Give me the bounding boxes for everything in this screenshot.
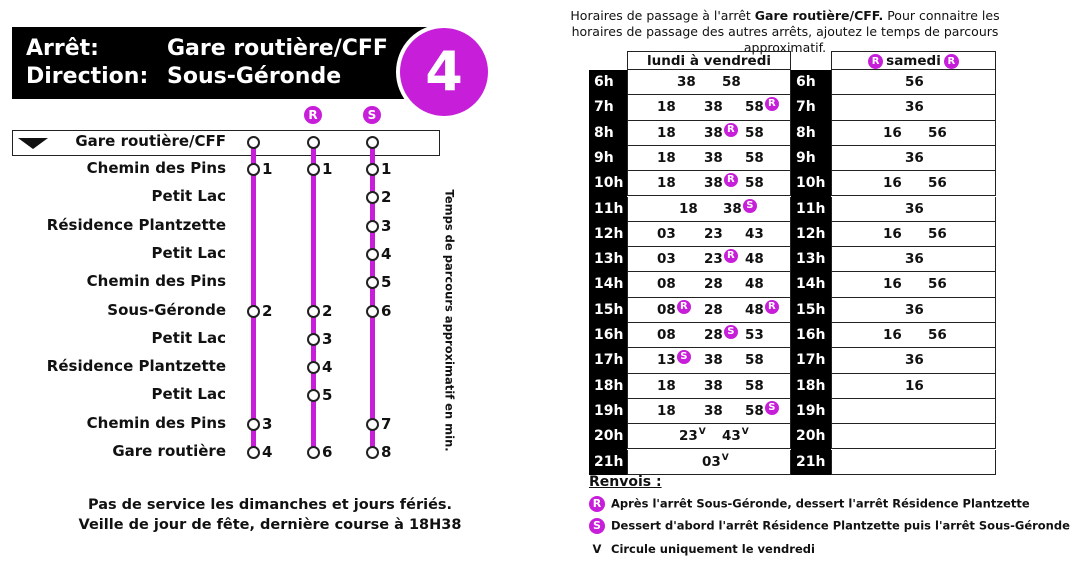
departure-minute: 18 [657,124,676,141]
departure-minute: 23 [679,428,698,445]
origin-node [366,136,379,149]
departure-badge-r: R [677,300,691,314]
stop-node [247,418,260,431]
stop-node [307,446,320,459]
weekday-departure [704,99,723,115]
weekday-hour-label: 16h [594,327,624,343]
weekday-departure [657,327,676,343]
origin-node [247,136,260,149]
stop-node [307,163,320,176]
departure-minute: 08 [657,276,676,293]
saturday-departure [905,150,924,166]
departure-minute: 16 [883,124,902,141]
weekday-departure [704,175,738,192]
departure-minute: 58 [745,352,764,369]
weekday-departure [745,125,764,141]
saturday-departure [883,226,902,242]
legend-text: Après l'arrêt Sous-Géronde, dessert l'arrêt Résidence Plantzette [611,496,1030,511]
weekday-departure [745,378,764,394]
travel-minutes: 6 [322,443,333,461]
weekday-hour-label: 8h [594,124,614,141]
departure-minute: 38 [704,149,723,166]
stop-node [366,220,379,233]
departure-minute: 38 [677,74,696,90]
departure-minute: 18 [657,402,676,419]
weekday-departure [657,125,676,141]
departure-minute: 38 [704,124,723,141]
weekday-departure [745,352,764,368]
intro-stop: Gare routière/CFF. [754,8,884,23]
saturday-hour-label: 12h [796,225,826,242]
departure-minute: 43 [722,428,741,445]
departure-minute: 56 [928,124,947,141]
weekday-departure [657,175,676,191]
weekday-departure [677,74,696,90]
saturday-hour-label: 7h [796,99,816,116]
departure-minute: 08 [657,327,676,343]
departure-minute: 53 [745,327,764,343]
stop-node [247,163,260,176]
stop-node [366,418,379,431]
saturday-departure [905,302,924,318]
stop-node [307,361,320,374]
travel-minutes: 3 [322,329,333,348]
saturday-departure [905,378,924,394]
weekday-departure [722,74,741,90]
stop-name: Résidence Plantzette [46,215,226,234]
departure-minute: 58 [745,149,764,166]
stop-name: Sous-Géronde [107,300,226,319]
departure-minute: 58 [722,74,741,90]
departure-minute: 38 [704,377,723,394]
weekday-departure [722,428,749,444]
stop-label: Arrêt: [26,36,99,61]
weekday-hour-label: 12h [594,225,624,242]
stop-header [12,27,448,99]
weekday-hour-label: 11h [594,200,624,217]
departure-badge-r: R [724,123,738,137]
stop-name: Gare routière/CFF [167,36,388,61]
weekday-departure [679,428,706,444]
weekday-departure [745,150,764,166]
weekday-hour-label: 14h [594,276,624,293]
timetable-intro [560,8,1010,56]
departure-minute: 18 [657,377,676,394]
travel-minutes: 2 [262,301,273,320]
saturday-departure [928,226,947,242]
saturday-row [831,171,996,196]
saturday-hour-label: 15h [796,301,826,318]
saturday-hour-label: 8h [796,124,816,141]
weekday-departure [657,378,676,394]
departure-minute: 56 [928,327,947,343]
saturday-hour-label: 20h [796,428,826,445]
saturday-hour-label: 9h [796,149,816,166]
departure-minute: 16 [883,327,902,343]
weekday-departure [704,327,738,344]
saturday-departure [883,276,902,292]
departure-badge-r: R [765,300,779,314]
departure-minute: 56 [928,175,947,192]
weekday-hour-label: 10h [594,175,624,192]
legend-symbol-s: S [589,518,605,534]
departure-minute: 38 [704,402,723,419]
departure-badge-s: S [743,199,757,213]
saturday-hour-label: 11h [796,200,826,217]
departure-badge-s: S [724,325,738,339]
departure-minute: 58 [745,99,764,116]
weekday-departure [745,403,779,420]
saturday-departure [905,251,924,267]
saturday-departure [905,99,924,115]
friday-only-mark: V [721,452,729,463]
legend-symbol-v: V [592,542,602,556]
departure-minute: 48 [745,301,764,318]
saturday-departure [883,175,902,191]
departure-minute: 23 [704,225,723,242]
friday-only-mark: V [741,427,749,438]
stop-name: Chemin des Pins [86,413,226,432]
stop-name: Gare routière [112,442,226,460]
weekday-row [627,424,791,449]
weekday-departure [745,327,764,343]
saturday-row [831,424,996,449]
saturday-departure [928,175,947,191]
departure-minute: 58 [745,175,764,192]
departure-minute: 58 [745,402,764,419]
travel-time-note: Temps de parcours approximatif en min. [442,189,457,452]
service-note: Pas de service les dimanches et jours fériés. [87,497,453,513]
weekday-departure [704,125,738,142]
weekday-departure [704,403,723,419]
weekday-hour-label: 21h [594,453,624,470]
saturday-badge-right: R [944,54,959,69]
saturday-departure [905,74,924,90]
weekday-departure [657,251,676,267]
travel-minutes: 3 [381,216,392,235]
departure-minute: 18 [679,200,698,217]
departure-badge-s: S [677,350,691,364]
saturday-hour-label: 17h [796,352,826,369]
weekday-departure [723,201,757,218]
departure-minute: 38 [704,175,723,192]
weekday-hour-label: 6h [594,74,614,90]
legend-symbol-r: R [589,496,605,512]
travel-minutes: 1 [381,160,392,178]
departure-minute: 13 [657,352,676,369]
stop-node [247,305,260,318]
route-line-3 [370,142,375,452]
origin-node [307,136,320,149]
travel-minutes: 7 [381,414,392,433]
departure-minute: 23 [704,251,723,268]
travel-minutes: 3 [262,414,273,433]
travel-minutes: 1 [322,160,333,178]
saturday-row [831,222,996,247]
weekday-hour-label: 18h [594,377,624,394]
weekday-hour-label: 7h [594,99,614,116]
weekday-departure [657,150,676,166]
departure-minute: 38 [723,200,742,217]
weekday-departure [657,226,676,242]
weekday-departure [704,302,723,318]
departure-badge-r: R [765,97,779,111]
saturday-departure [928,125,947,141]
departure-minute: 16 [883,225,902,242]
legend-title: Renvois : [589,474,662,490]
departure-minute: 56 [905,74,924,90]
saturday-departure [883,125,902,141]
departure-minute: 36 [905,200,924,217]
saturday-row [831,121,996,146]
departure-badge-r: R [724,173,738,187]
departure-minute: 43 [745,225,764,242]
travel-minutes: 2 [381,188,392,207]
stop-name: Chemin des Pins [86,272,226,291]
travel-minutes: 5 [322,386,333,405]
saturday-departure [883,327,902,343]
saturday-departure [905,352,924,368]
legend-text: Circule uniquement le vendredi [611,542,815,556]
departure-badge-s: S [765,401,779,415]
column-badge-s: S [363,106,381,124]
weekday-row [627,69,791,95]
direction-label: Direction: [26,64,149,89]
legend-item [589,542,815,556]
saturday-departure [928,276,947,292]
saturday-label: samedi [886,53,941,69]
stop-node [366,248,379,261]
departure-minute: 56 [928,225,947,242]
saturday-departure [905,201,924,217]
stop-name: Petit Lac [151,187,226,206]
weekday-departure [704,251,738,268]
direction-name: Sous-Géronde [167,64,342,89]
weekday-hour-label: 20h [594,428,624,445]
departure-minute: 16 [883,276,902,293]
route-line-1 [251,142,256,452]
saturday-hour-label: 13h [796,251,826,268]
travel-minutes: 4 [322,358,333,377]
weekday-departure [745,251,764,267]
departure-minute: 18 [657,175,676,192]
weekday-hour-label: 17h [594,352,624,369]
departure-minute: 16 [905,377,924,394]
legend-text: Dessert d'abord l'arrêt Résidence Plantzette puis l'arrêt Sous-Géronde [611,518,1070,533]
departure-minute: 36 [905,301,924,318]
travel-minutes: 2 [322,301,333,320]
departure-minute: 48 [745,251,764,268]
departure-minute: 36 [905,352,924,369]
weekday-departure [657,276,676,292]
stop-node [366,446,379,459]
saturday-hour-label: 10h [796,175,826,192]
weekday-departure [657,302,691,319]
weekday-row [627,197,791,222]
departure-minute: 03 [702,453,721,470]
weekday-departure [657,352,691,369]
travel-minutes: 8 [381,443,392,461]
departure-minute: 38 [704,352,723,369]
intro-prefix: Horaires de passage à l'arrêt [570,8,755,23]
weekday-hour-label: 9h [594,149,614,166]
saturday-departure [928,327,947,343]
intro-suffix: Pour connaitre les horaires de passage des autres arrêts, ajoutez le temps de parcours approximatif. [571,8,1000,55]
departure-badge-r: R [724,249,738,263]
departure-minute: 58 [745,377,764,394]
stop-name: Résidence Plantzette [46,357,226,376]
departure-minute: 03 [657,251,676,268]
departure-minute: 28 [704,301,723,318]
departure-minute: 58 [745,124,764,141]
weekday-departure [745,175,764,191]
weekday-departure [657,99,676,115]
stop-node [366,305,379,318]
weekday-departure [704,276,723,292]
departure-minute: 38 [704,99,723,116]
departure-minute: 48 [745,276,764,293]
weekday-departure [745,302,779,319]
travel-minutes: 4 [262,443,273,461]
saturday-hour-label: 18h [796,377,826,394]
weekday-departure [657,403,676,419]
departure-minute: 18 [657,99,676,116]
holiday-note: Veille de jour de fête, dernière course à 18H38 [78,517,462,533]
stop-node [307,389,320,402]
departure-minute: 56 [928,276,947,293]
legend-item [589,518,1070,534]
weekday-departure [702,454,729,470]
saturday-badge-left: R [868,54,883,69]
stop-node [366,276,379,289]
saturday-hour-label: 21h [796,453,826,470]
stop-node [307,333,320,346]
friday-only-mark: V [698,427,706,438]
stop-name: Petit Lac [151,385,226,404]
weekday-hour-label: 19h [594,402,624,419]
departure-minute: 36 [905,149,924,166]
departure-minute: 36 [905,251,924,268]
saturday-hour-label: 16h [796,327,826,343]
weekday-header: lundi à vendredi [627,51,791,71]
origin-stop-name: Gare routière/CFF [75,132,226,150]
travel-minutes: 5 [381,273,392,292]
stop-name: Petit Lac [151,243,226,262]
weekday-hour-label: 13h [594,251,624,268]
travel-minutes: 6 [381,301,392,320]
column-badge-r: R [304,106,322,124]
weekday-departure [704,378,723,394]
weekday-departure [704,150,723,166]
departure-minute: 08 [657,301,676,318]
weekday-departure [745,226,764,242]
departure-minute: 28 [704,276,723,293]
stop-node [366,191,379,204]
saturday-row [831,399,996,424]
weekday-hour-label: 15h [594,301,624,318]
saturday-hour-label: 6h [796,74,816,90]
weekday-departure [745,99,779,116]
departure-minute: 36 [905,99,924,116]
saturday-hour-label: 14h [796,276,826,293]
departure-minute: 28 [704,327,723,343]
line-number-badge: 4 [396,24,492,120]
saturday-row [831,323,996,348]
saturday-row [831,272,996,297]
stop-node [307,305,320,318]
departure-minute: 18 [657,149,676,166]
stop-node [366,163,379,176]
stop-node [247,446,260,459]
saturday-hour-label: 19h [796,402,826,419]
saturday-header [831,51,996,71]
travel-minutes: 4 [381,244,392,263]
weekday-departure [704,226,723,242]
saturday-row [831,450,996,475]
legend-item [589,496,1030,512]
departure-minute: 16 [883,175,902,192]
departure-minute: 03 [657,225,676,242]
weekday-departure [704,352,723,368]
stop-name: Petit Lac [151,328,226,347]
weekday-departure [679,201,698,217]
travel-minutes: 1 [262,160,273,178]
route-line-2 [311,142,316,452]
stop-name: Chemin des Pins [86,159,226,177]
weekday-departure [745,276,764,292]
